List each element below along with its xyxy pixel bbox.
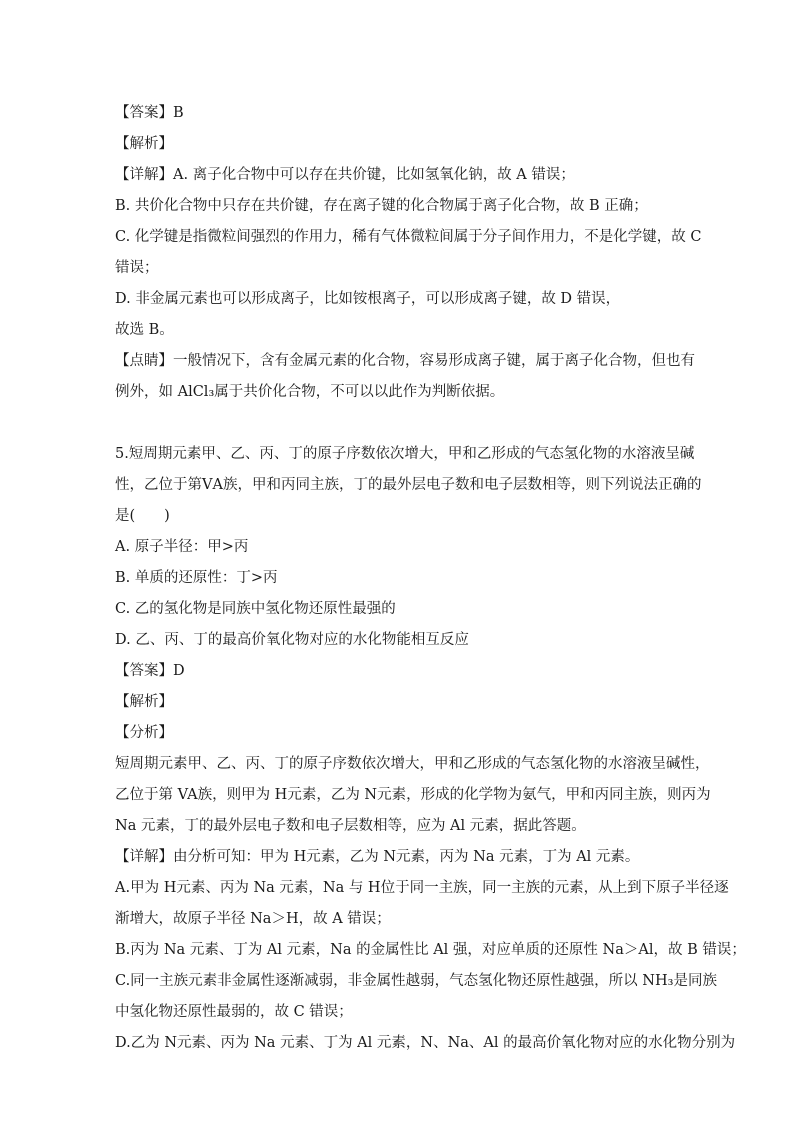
- detail2-a-line-1: A.甲为 H元素、丙为 Na 元素，Na 与 H位于同一主族，同一主族的元素，从上到下原子半径逐: [115, 880, 729, 896]
- analysis-label-1: 【解析】: [115, 136, 173, 152]
- detail2-a-line-2: 渐增大，故原子半径 Na＞H，故 A 错误；: [115, 911, 391, 927]
- fenxi-line-1: 短周期元素甲、乙、丙、丁的原子序数依次增大，甲和乙形成的气态氢化物的水溶液呈碱性，: [115, 756, 710, 772]
- tip-line-2: 例外，如 AlCl₃属于共价化合物，不可以以此作为判断依据。: [115, 384, 505, 400]
- question-5-line-1: 5.短周期元素甲、乙、丙、丁的原子序数依次增大，甲和乙形成的气态氢化物的水溶液呈碱: [115, 446, 695, 462]
- answer-label-2: 【答案】D: [115, 663, 185, 679]
- detail-line-b: B. 共价化合物中只存在共价键，存在离子键的化合物属于离子化合物，故 B 正确；: [115, 198, 648, 214]
- question-5-line-3: 是( ): [115, 508, 170, 524]
- answer-label-1: 【答案】B: [115, 105, 184, 121]
- detail-line-a: 【详解】A. 离子化合物中可以存在共价键，比如氢氧化钠，故 A 错误；: [115, 167, 575, 183]
- detail2-c-line-1: C.同一主族元素非金属性逐渐减弱，非金属性越弱，气态氢化物还原性越强，所以 NH₃是同族: [115, 973, 717, 989]
- option-d: D. 乙、丙、丁的最高价氧化物对应的水化物能相互反应: [115, 632, 469, 648]
- detail2-d-line-1: D.乙为 N元素、丙为 Na 元素、丁为 Al 元素，N、Na、Al 的最高价氧化物对应的水化物分别为: [115, 1035, 736, 1051]
- option-a: A. 原子半径：甲>丙: [115, 539, 249, 555]
- option-b: B. 单质的还原性：丁>丙: [115, 570, 278, 586]
- detail-line-c-cont: 错误；: [115, 260, 159, 276]
- detail2-intro: 【详解】由分析可知：甲为 H元素，乙为 N元素，丙为 Na 元素，丁为 Al 元素。: [115, 849, 640, 865]
- detail-line-c: C. 化学键是指微粒间强烈的作用力，稀有气体微粒间属于分子间作用力，不是化学键，故 C: [115, 229, 702, 245]
- option-c: C. 乙的氢化物是同族中氢化物还原性最强的: [115, 601, 396, 617]
- fenxi-line-3: Na 元素，丁的最外层电子数和电子层数相等，应为 Al 元素，据此答题。: [115, 818, 586, 834]
- question-5-line-2: 性，乙位于第ⅤA族，甲和丙同主族，丁的最外层电子数和电子层数相等，则下列说法正确的: [115, 477, 702, 493]
- tip-line-1: 【点睛】一般情况下，含有金属元素的化合物，容易形成离子键，属于离子化合物，但也有: [115, 353, 695, 369]
- detail2-c-line-2: 中氢化物还原性最弱的，故 C 错误；: [115, 1004, 353, 1020]
- detail-line-d: D. 非金属元素也可以形成离子，比如铵根离子，可以形成离子键，故 D 错误，: [115, 291, 621, 307]
- fenxi-line-2: 乙位于第 VA族，则甲为 H元素，乙为 N元素，形成的化学物为氨气，甲和丙同主族，则丙为: [115, 787, 711, 803]
- choice-line: 故选 B。: [115, 322, 174, 338]
- detail2-b: B.丙为 Na 元素、丁为 Al 元素，Na 的金属性比 Al 强，对应单质的还原性 Na＞Al，故 B 错误；: [115, 942, 746, 958]
- fenxi-label: 【分析】: [115, 725, 173, 741]
- analysis-label-2: 【解析】: [115, 694, 173, 710]
